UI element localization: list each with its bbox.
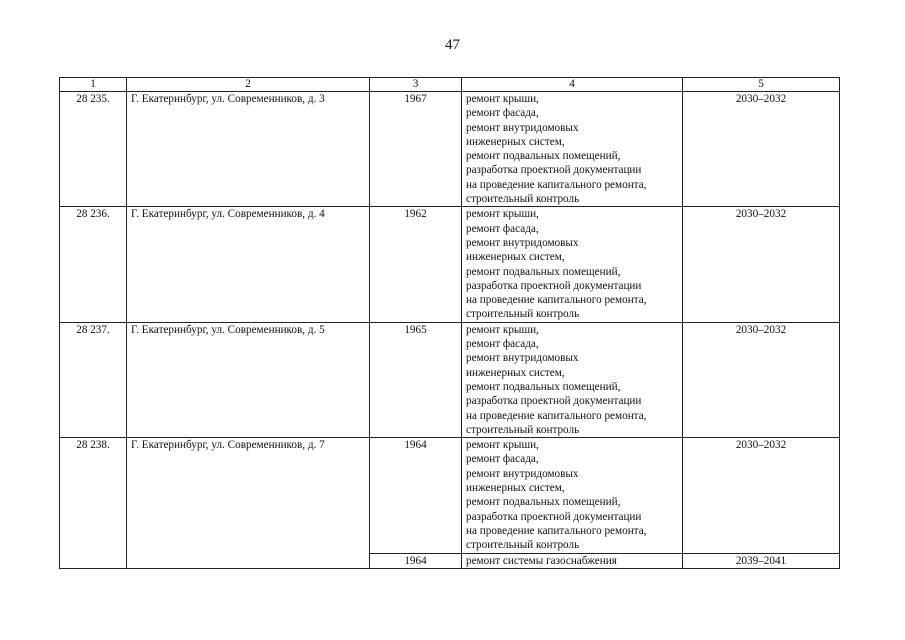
work-item: ремонт подвальных помещений, [466,380,621,393]
row-works [462,92,683,207]
row-number: 28 235. [60,92,127,207]
row-address: Г. Екатеринбург, ул. Современников, д. 3 [127,92,370,207]
header-row [60,78,840,92]
work-item: ремонт крыши, [466,208,539,221]
work-item: на проведение капитального ремонта, [466,524,647,537]
table-row [60,322,840,437]
row-works [462,322,683,437]
row-year: 1967 [370,92,462,207]
row-period: 2030–2032 [683,322,840,437]
work-item: инженерных систем, [466,251,565,264]
header-col-3: 3 [370,78,462,92]
work-item: ремонт подвальных помещений, [466,265,621,278]
work-item: разработка проектной документации [466,395,642,408]
row-year: 1962 [370,207,462,322]
work-item: ремонт фасада, [466,338,539,351]
row-address: Г. Екатеринбург, ул. Современников, д. 5 [127,322,370,437]
work-item: строительный контроль [466,193,580,206]
work-item: строительный контроль [466,423,580,436]
work-item: на проведение капитального ремонта, [466,178,647,191]
row-works [462,207,683,322]
work-item: ремонт внутридомовых [466,352,579,365]
work-item: ремонт подвальных помещений, [466,150,621,163]
header-col-2: 2 [127,78,370,92]
work-item: ремонт крыши, [466,323,539,336]
work-item: ремонт крыши, [466,439,539,452]
work-item: строительный контроль [466,308,580,321]
work-item: инженерных систем, [466,135,565,148]
work-item: на проведение капитального ремонта, [466,294,647,307]
table-header [60,78,840,92]
header-col-5: 5 [683,78,840,92]
row-year: 1964 [370,553,462,568]
row-number: 28 238. [60,438,127,568]
work-item: ремонт внутридомовых [466,236,579,249]
row-works [462,553,683,568]
work-item: ремонт внутридомовых [466,121,579,134]
work-item: разработка проектной документации [466,510,642,523]
row-period: 2030–2032 [683,438,840,553]
work-item: ремонт подвальных помещений, [466,496,621,509]
work-item: ремонт фасада, [466,107,539,120]
row-number: 28 237. [60,322,127,437]
work-item: разработка проектной документации [466,164,642,177]
row-number: 28 236. [60,207,127,322]
row-period: 2030–2032 [683,92,840,207]
work-item: ремонт фасада, [466,453,539,466]
row-year: 1964 [370,438,462,553]
row-works [462,438,683,553]
work-item: разработка проектной документации [466,279,642,292]
header-col-1: 1 [60,78,127,92]
work-item: строительный контроль [466,539,580,552]
row-period: 2039–2041 [683,553,840,568]
work-item: инженерных систем, [466,366,565,379]
work-item: ремонт крыши, [466,93,539,105]
work-item: ремонт фасада, [466,222,539,235]
row-year: 1965 [370,322,462,437]
work-item: инженерных систем, [466,482,565,495]
row-address: Г. Екатеринбург, ул. Современников, д. 7 [127,438,370,568]
table-row [60,207,840,322]
repair-schedule-table [59,77,840,569]
table-row [60,438,840,553]
header-col-4: 4 [462,78,683,92]
table-row [60,92,840,207]
row-period: 2030–2032 [683,207,840,322]
page-number: 47 [445,37,460,53]
work-item: ремонт внутридомовых [466,467,579,480]
row-address: Г. Екатеринбург, ул. Современников, д. 4 [127,207,370,322]
work-item: ремонт системы газоснабжения [466,554,617,567]
work-item: на проведение капитального ремонта, [466,409,647,422]
